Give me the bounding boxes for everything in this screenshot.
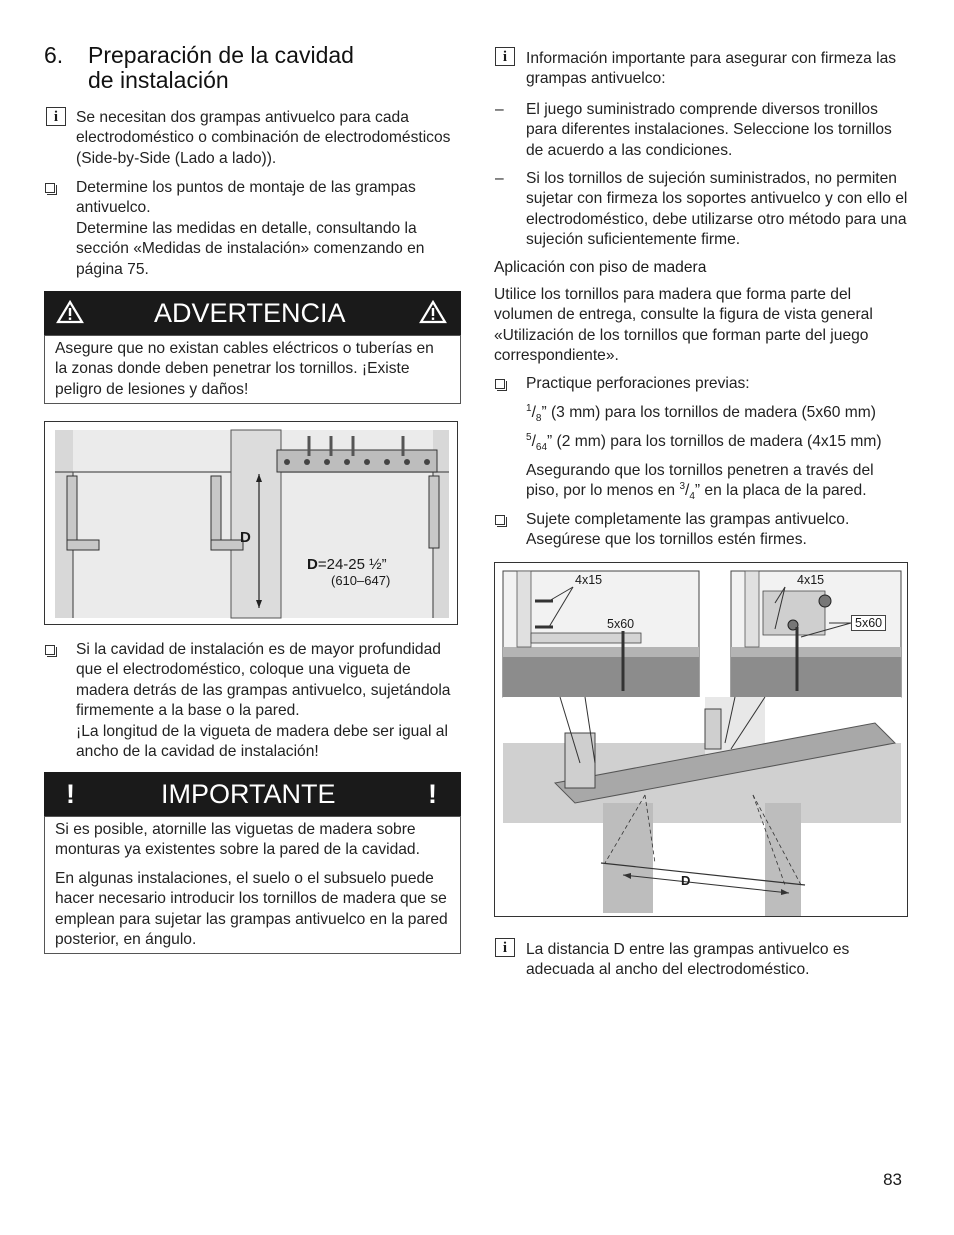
fig2-label-4x15-right: 4x15: [797, 573, 825, 587]
check-paragraph-3: Practique perforaciones previas:: [526, 375, 750, 392]
important-paragraph-2: En algunas instalaciones, el suelo o el subsuelo puede hacer necesario introducir los tornillos de madera que se emplean para sujetar las grampas antivuelco en la pared posterior, en ángulo.: [55, 870, 448, 949]
intro-paragraph: Utilice los tornillos para madera que forma parte del volumen de entrega, consulte la figura de vista general «Utilización de los tornillos que forman parte del juego correspondiente».: [494, 286, 873, 365]
warning-label: ADVERTENCIA: [154, 298, 346, 328]
frac1-denominator: 8: [535, 413, 542, 425]
section-heading: [44, 43, 462, 93]
frac3-denominator: 4: [689, 491, 695, 503]
frac2-text: ” (2 mm) para los tornillos de madera (4x15 mm): [547, 433, 882, 450]
check-paragraph-4: Sujete completamente las grampas antivuelco. Asegúrese que los tornillos estén firmes.: [526, 511, 850, 549]
important-paragraph-1: Si es posible, atornille las viguetas de madera sobre monturas ya existentes sobre la pared de la cavidad.: [55, 821, 420, 859]
cavity-drawing: [45, 422, 458, 625]
frac2-denominator: 64: [535, 442, 548, 454]
dash-paragraph-2: Si los tornillos de sujeción suministrados, no permiten sujetar con firmeza los soportes antivuelco y con ello el electrodoméstico, debe utilizarse otro método para una sujeción suficientemente firme.: [526, 170, 908, 249]
checkbox-icon: [45, 645, 55, 655]
info-icon: i: [46, 107, 66, 126]
page-number: 83: [883, 1170, 902, 1189]
measurement-d: D: [307, 556, 318, 573]
warning-box: [44, 335, 461, 404]
fig2-label-4x15-left: 4x15: [575, 573, 603, 587]
section-title-line2: de instalación: [88, 67, 229, 93]
frac1-text: ” (3 mm) para los tornillos de madera (5x60 mm): [541, 404, 876, 421]
exclamation-icon: !: [66, 779, 75, 809]
important-label: IMPORTANTE: [161, 779, 336, 809]
section-title-line1: Preparación de la cavidad: [88, 42, 354, 68]
measurement-mm: (610–647): [331, 573, 391, 588]
info-icon: i: [495, 47, 515, 66]
bracket-drawing: [495, 563, 908, 917]
frac2-numerator: 5: [526, 431, 532, 443]
frac3-numerator: 3: [679, 481, 685, 493]
fig2-label-d: D: [681, 873, 691, 888]
section-title: [88, 43, 448, 93]
exclamation-icon: !: [428, 779, 437, 809]
measurement-value: =24-25 ½”: [317, 556, 387, 573]
measurement-label: [307, 556, 387, 573]
installation-diagram: [44, 421, 458, 625]
drill-size-2: $^5/_{64}$” (2 mm) para los tornillos de madera (4x15 mm): [526, 431, 882, 454]
drill-size-1: $^1/_8$” (3 mm) para los tornillos de madera (5x60 mm): [526, 402, 876, 425]
info-icon: i: [495, 938, 515, 957]
check-paragraph-1: [76, 178, 456, 280]
checkbox-icon: [45, 183, 55, 193]
warning-triangle-icon: [419, 300, 447, 324]
fig2-label-5x60-right: 5x60: [851, 615, 886, 631]
warning-triangle-icon: [56, 300, 84, 324]
check1-line1: Determine los puntos de montaje de las grampas antivuelco.: [76, 179, 416, 217]
important-banner: [44, 772, 461, 816]
check-paragraph-2: [76, 640, 460, 762]
ensure-line2-b: ” en la placa de la pared.: [694, 482, 867, 500]
frac1-numerator: 1: [526, 402, 532, 414]
ensure-line2-a: piso, por lo menos en: [526, 482, 680, 500]
section-number: 6.: [44, 42, 64, 68]
info-paragraph-3: La distancia D entre las grampas antivuelco es adecuada al ancho del electrodoméstico.: [526, 941, 850, 979]
info-paragraph-1: Se necesitan dos grampas antivuelco para cada electrodoméstico o combinación de electrodomésticos (Side-by-Side (Lado a lado)).: [76, 109, 451, 167]
checkbox-icon: [495, 515, 505, 525]
info-paragraph-2: Información importante para asegurar con firmeza las grampas antivuelco:: [526, 50, 897, 88]
subheading-wood-floor: Aplicación con piso de madera: [494, 259, 707, 276]
dash-bullet: –: [495, 101, 504, 118]
fig2-label-5x60-left: 5x60: [607, 617, 635, 631]
checkbox-icon: [495, 379, 505, 389]
figure-d-label: D: [240, 529, 251, 546]
dash-bullet: –: [495, 170, 504, 187]
ensure-paragraph: Asegurando que los tornillos penetren a través del piso, por lo menos en $^3/_4$” en la placa de la pared.: [526, 462, 874, 503]
check1-line2: Determine las medidas en detalle, consultando la sección «Medidas de instalación» comenzando en página 75.: [76, 219, 425, 278]
ensure-line1: Asegurando que los tornillos penetren a través del: [526, 462, 874, 479]
dash-paragraph-1: El juego suministrado comprende diversos tronillos para diferentes instalaciones. Seleccione los tornillos de acuerdo a las condiciones.: [526, 101, 892, 159]
important-box: [44, 816, 461, 954]
warning-banner: [44, 291, 461, 335]
check2-line1: Si la cavidad de instalación es de mayor profundidad que el electrodoméstico, coloque una vigueta de madera detrás de las grampas antivuelco, sujetándola firmemente a la base o la pared.: [76, 641, 451, 720]
check2-line2: ¡La longitud de la vigueta de madera debe ser igual al ancho de la cavidad de instalación!: [76, 722, 448, 761]
warning-text: Asegure que no existan cables eléctricos o tuberías en la zonas donde deben penetrar los tornillos. ¡Existe peligro de lesiones y daños!: [55, 340, 434, 398]
bracket-installation-diagram: [494, 562, 908, 917]
